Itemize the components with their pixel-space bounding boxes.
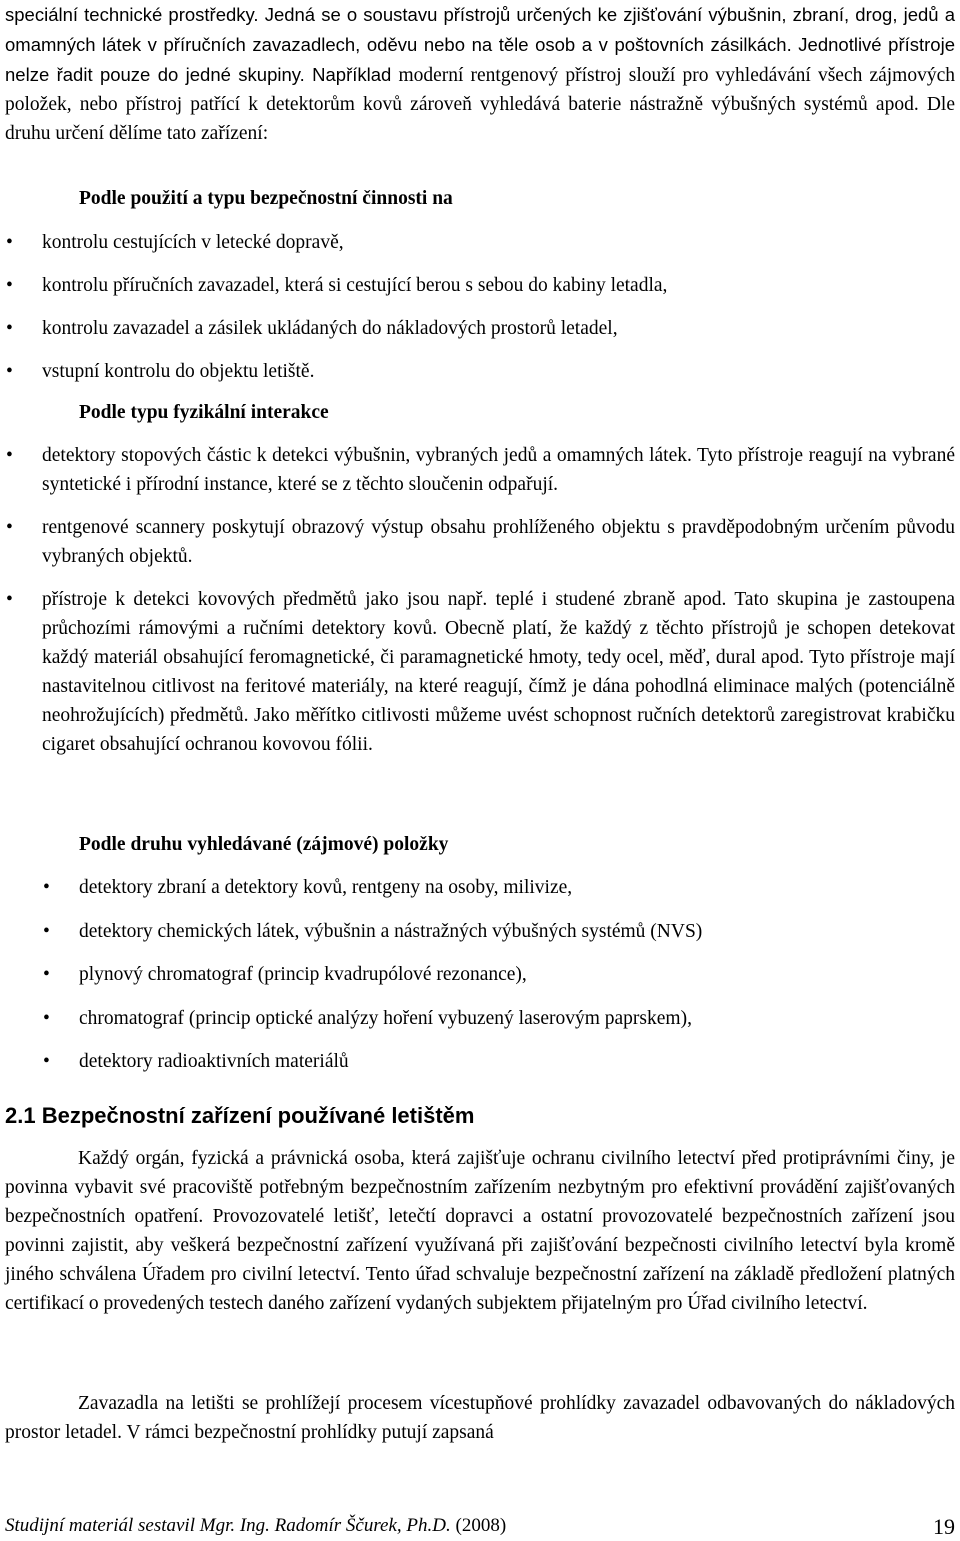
list-use-type (5, 228, 955, 397)
list-item-text: detektory radioaktivních materiálů (79, 1051, 349, 1072)
bullet-icon: • (43, 1051, 50, 1072)
list-item (5, 917, 955, 961)
bullet-icon: • (6, 445, 13, 466)
footer-credit (5, 1513, 506, 1539)
bullet-icon: • (43, 920, 50, 942)
heading-physics-type: Podle typu fyzikální interakce (79, 402, 329, 423)
heading-target-type: Podle druhu vyhledávané (zájmové) položky (79, 834, 449, 855)
list-item-text: chromatograf (princip optické analýzy hoření vybuzený laserovým paprskem), (79, 1007, 692, 1029)
intro-text-part-2: moderní rentgenový přístroj slouží pro vyhledávání všech zájmových položek, nebo přístroj patřící k detektorům kovů zároveň vyhledává baterie nástražně výbušných systémů apod. Dle druhu určení dělíme tato zařízení: (5, 65, 955, 144)
list-item-text: rentgenové scannery poskytují obrazový výstup obsahu prohlíženého objektu s pravděpodobným určením původu vybraných objektů. (42, 517, 955, 567)
list-item-text: detektory stopových částic k detekci výbušnin, vybraných jedů a omamných látek. Tyto přístroje reagují na vybrané syntetické i přírodní instance, které se z těchto sloučenin odpařují. (42, 445, 955, 495)
intro-paragraph (5, 0, 955, 148)
list-item (5, 1047, 955, 1091)
bullet-icon: • (6, 589, 13, 610)
list-item (5, 960, 955, 1004)
list-item-text: přístroje k detekci kovových předmětů jako jsou např. teplé i studené zbraně apod. Tato skupina je zastoupena průchozími rámovými a ručními detektory kovů. Obecně platí, že každý z těchto přístrojů je schopen detekovat každý materiál obsahující feromagnetické, či paramagnetické hmoty, tedy ocel, měď, dural apod. Tyto přístroje mají nastavitelnou citlivost na feritové materiály, na které reagují, čímž je dána pohodlná eliminace malých (potenciálně neohrožujících) předmětů. Jako měřítko citlivosti můžeme uvést schopnost ručních detektorů zaregistrovat krabičku cigaret obsahující ochranou kovovou fólii. (42, 589, 955, 755)
heading-use-type: Podle použití a typu bezpečnostní činnosti na (79, 188, 453, 209)
bullet-icon: • (43, 964, 50, 985)
bullet-icon: • (43, 1007, 50, 1029)
list-item-text: kontrolu cestujících v letecké dopravě, (42, 232, 344, 253)
page-number: 19 (933, 1514, 955, 1539)
list-item-text: detektory zbraní a detektory kovů, rentgeny na osoby, milivize, (79, 877, 573, 898)
intro-text-part-1: speciální technické prostředky. Jedná se o soustavu přístrojů určených ke zjišťování výbušnin, zbraní, drog, jedů a omamných látek v příručních zavazadlech, oděvu nebo na těle osob a v poštovních zásilkách. Jednotlivé přístroje nelze řadit pouze do jedné skupiny. Například (5, 4, 955, 85)
list-target-type (5, 873, 955, 1091)
footer-year: (2008) (455, 1515, 507, 1536)
bullet-icon: • (43, 877, 50, 898)
list-item (5, 513, 955, 571)
bullet-icon: • (6, 318, 13, 339)
list-item (5, 1004, 955, 1048)
list-item-text: plynový chromatograf (princip kvadrupólové rezonance), (79, 964, 527, 985)
bullet-icon: • (6, 232, 13, 253)
list-item (5, 271, 955, 314)
bullet-icon: • (6, 275, 13, 296)
body-paragraph-2: Zavazadla na letišti se prohlížejí procesem vícestupňové prohlídky zavazadel odbavovaných do nákladových prostor letadel. V rámci bezpečnostní prohlídky putují zapsaná (5, 1393, 955, 1443)
list-item-text: kontrolu zavazadel a zásilek ukládaných do nákladových prostorů letadel, (42, 318, 618, 339)
section-heading: 2.1 Bezpečnostní zařízení používané letištěm (5, 1103, 475, 1128)
list-item (5, 228, 955, 271)
list-physics-type (5, 441, 955, 759)
list-item (5, 873, 955, 917)
list-item (5, 585, 955, 759)
list-item-text: vstupní kontrolu do objektu letiště. (42, 361, 315, 382)
footer-author: Studijní materiál sestavil Mgr. Ing. Radomír Ščurek, Ph.D. (5, 1515, 451, 1536)
body-paragraph-1: Každý orgán, fyzická a právnická osoba, která zajišťuje ochranu civilního letectví před protiprávními činy, je povinna vybavit své pracoviště potřebným bezpečnostním zařízením nezbytným pro efektivní provádění zajišťovaných bezpečnostních opatření. Provozovatelé letišť, letečtí dopravci a ostatní provozovatelé bezpečnostních zařízení jsou povinni zajistit, aby veškerá bezpečnostní zařízení využívaná při zajišťování bezpečnosti civilního letectví byla kromě jiného schválena Úřadem pro civilní letectví. Tento úřad schvaluje bezpečnostní zařízení na základě předložení platných certifikací o provedených testech daného zařízení vydaných subjektem přijatelným pro Úřad civilního letectví. (5, 1148, 955, 1314)
list-item (5, 314, 955, 357)
list-item-text: detektory chemických látek, výbušnin a nástražných výbušných systémů (NVS) (79, 920, 703, 942)
bullet-icon: • (6, 361, 13, 382)
bullet-icon: • (6, 517, 13, 538)
list-item (5, 357, 955, 397)
list-item (5, 441, 955, 499)
list-item-text: kontrolu příručních zavazadel, která si cestující berou s sebou do kabiny letadla, (42, 275, 668, 296)
